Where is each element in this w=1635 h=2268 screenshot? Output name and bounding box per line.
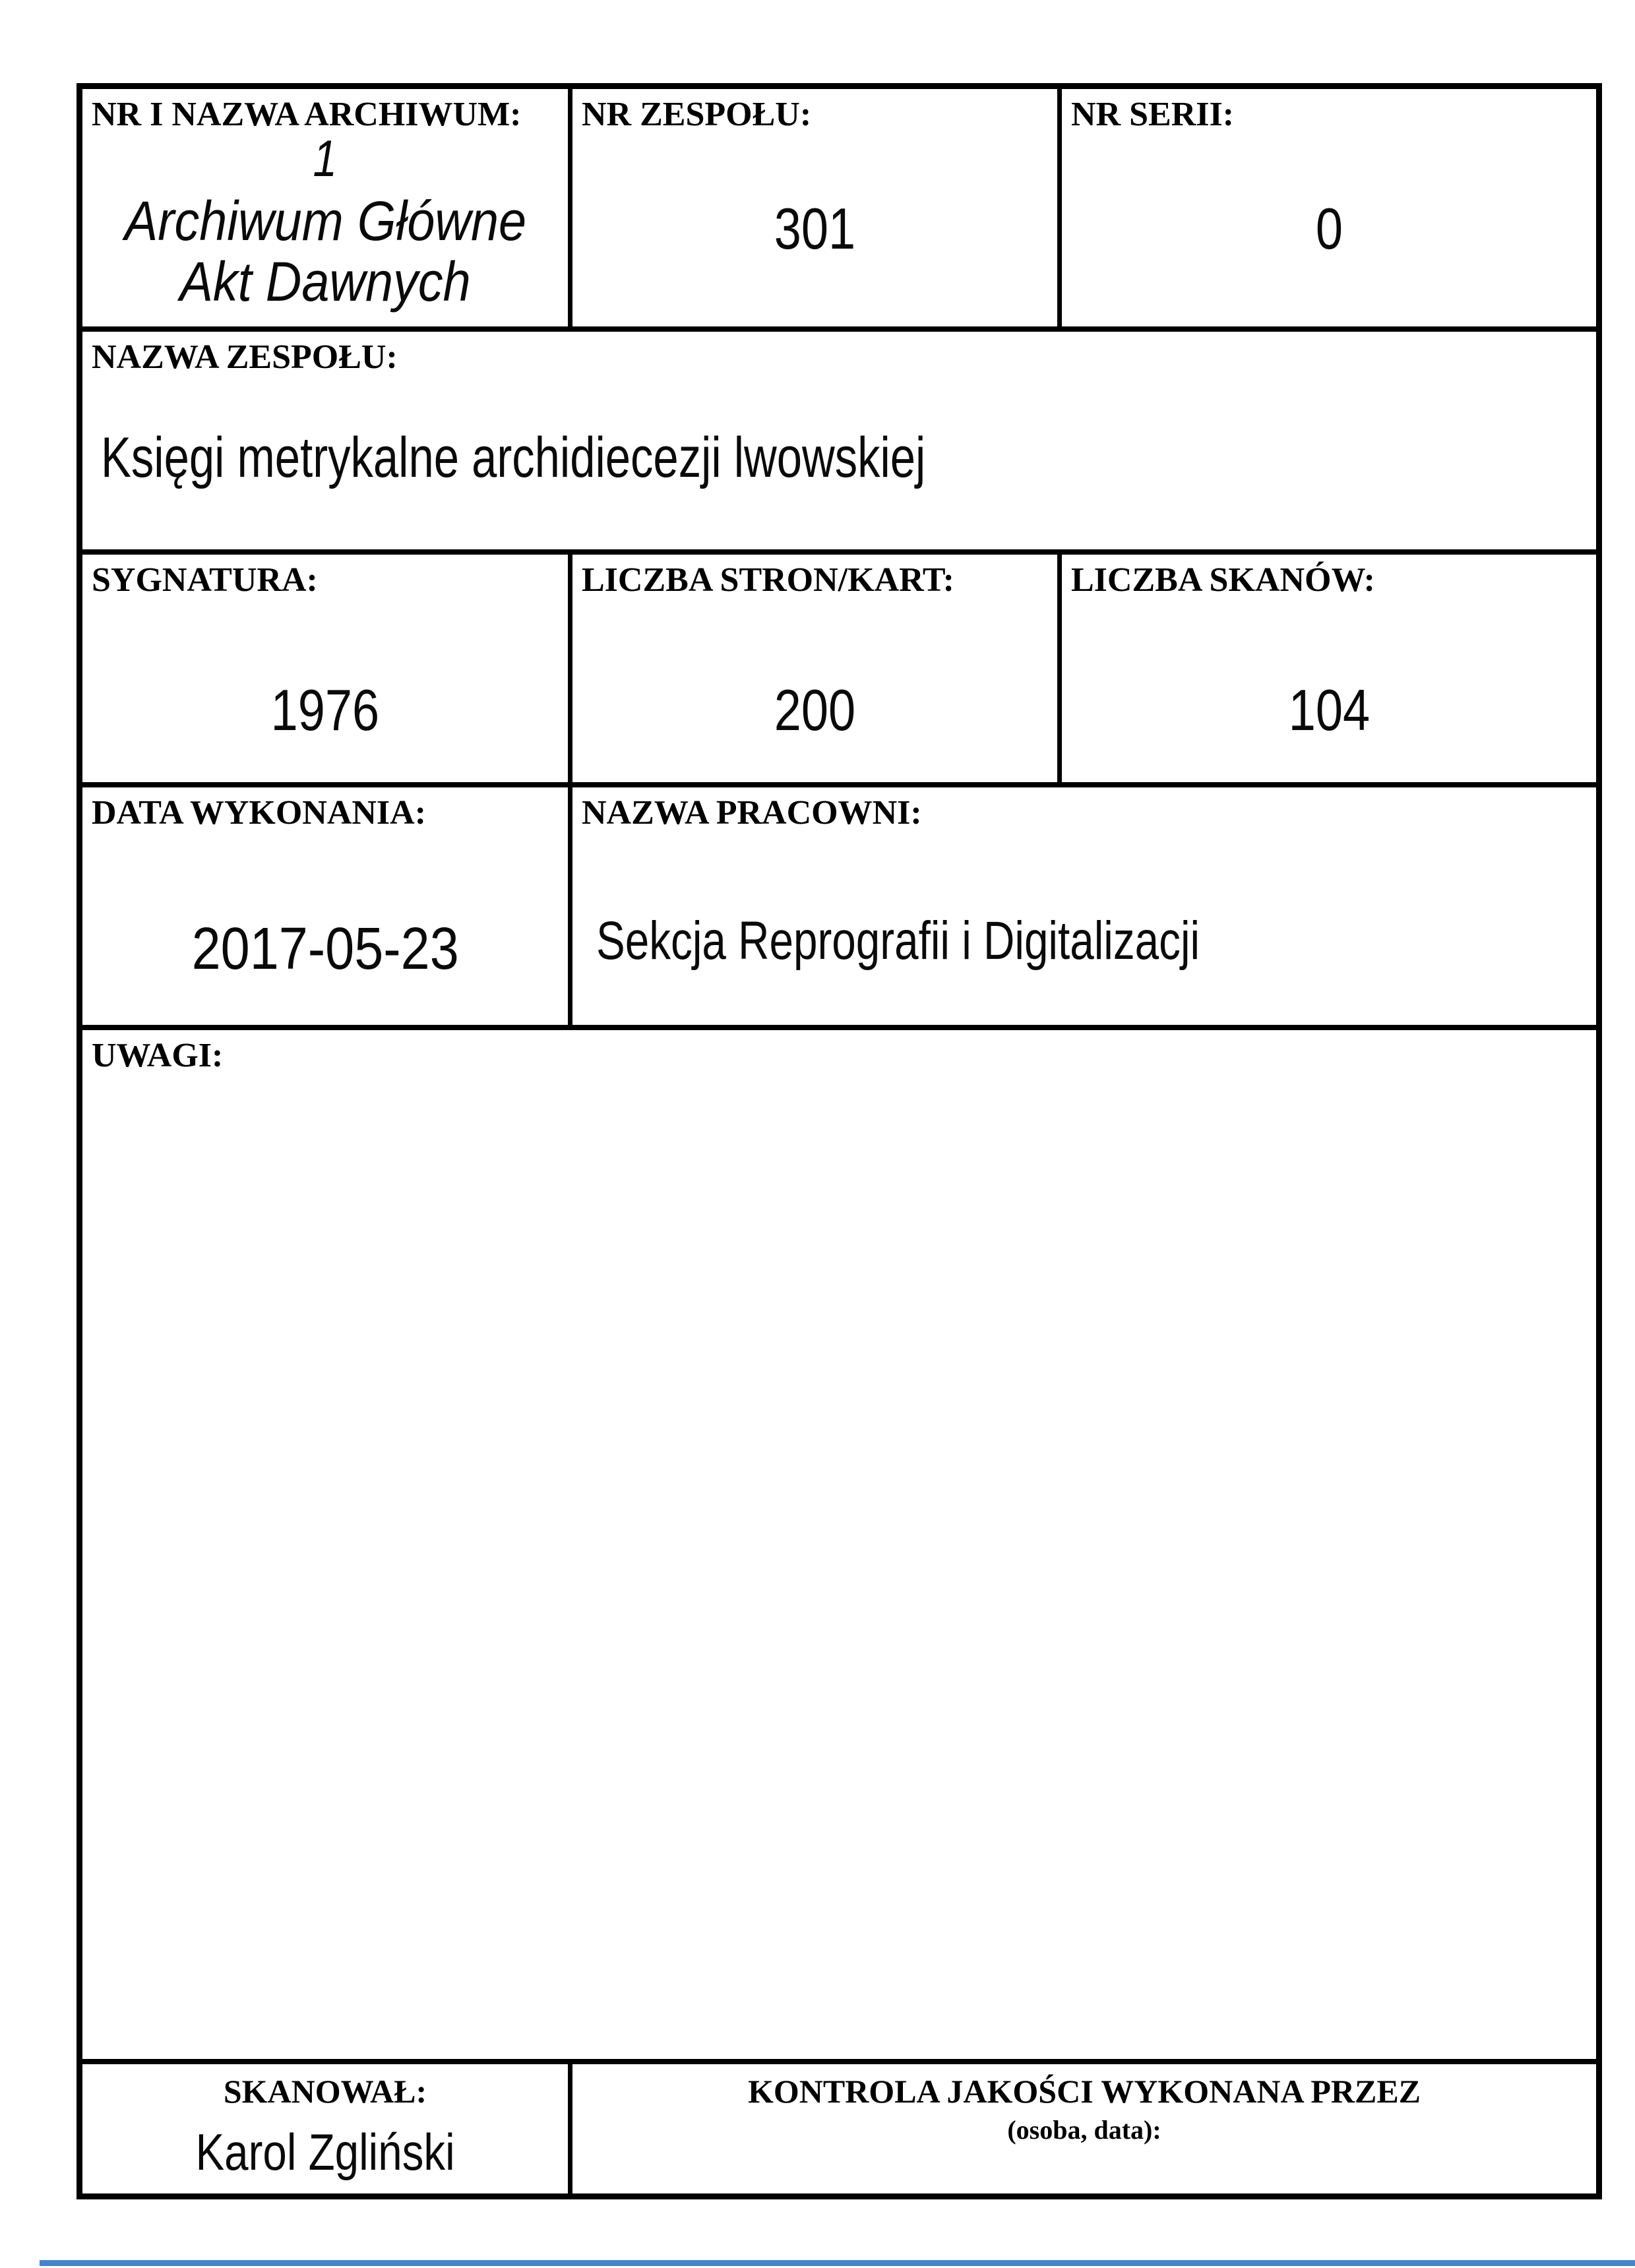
scans-count-value: 104 [1288,677,1370,743]
row-date-workshop [82,787,1596,1030]
cell-fonds-number [572,89,1062,326]
scans-count-label: LICZBA SKANÓW: [1071,561,1375,599]
cell-fonds-name [82,332,1596,549]
cell-pages-count [572,555,1062,782]
fonds-name-label: NAZWA ZESPOŁU: [92,338,398,376]
cell-remarks [82,1030,1596,2059]
row-archive-fonds-series [82,89,1596,332]
row-fonds-name [82,332,1596,555]
cell-scanned-by [82,2064,572,2193]
workshop-value: Sekcja Reprografii i Digitalizacji [596,911,1200,971]
quality-control-sublabel: (osoba, data): [1007,2115,1161,2145]
fonds-name-value: Księgi metrykalne archidiecezji lwowskiej [101,426,926,489]
archive-label: NR I NAZWA ARCHIWUM: [92,96,522,133]
fonds-number-value: 301 [774,196,856,261]
scanned-by-value: Karol Zgliński [195,2123,455,2181]
quality-control-label: KONTROLA JAKOŚCI WYKONANA PRZEZ [747,2073,1421,2110]
scanned-by-label: SKANOWAŁ: [223,2073,427,2110]
signature-label: SYGNATURA: [92,561,318,599]
series-number-label: NR SERII: [1071,96,1235,133]
cell-scans-count [1062,555,1596,782]
scan-date-value: 2017-05-23 [191,916,459,982]
row-scanned-quality [82,2064,1596,2193]
fonds-number-label: NR ZESPOŁU: [582,96,812,133]
workshop-label: NAZWA PRACOWNI: [582,794,922,832]
archive-number: 1 [313,129,338,187]
row-remarks [82,1030,1596,2064]
cell-signature [82,555,572,782]
archive-name-line1: Archiwum Główne [124,190,526,252]
series-number-value: 0 [1315,196,1343,261]
archive-scan-metadata-form [77,83,1602,2199]
cell-series-number [1062,89,1596,326]
row-signature-pages-scans [82,555,1596,787]
cell-archive [82,89,572,326]
remarks-label: UWAGI: [92,1037,224,1074]
cell-workshop [572,787,1596,1025]
archive-name-line2: Akt Dawnych [179,251,471,313]
scanner-edge-line [40,2260,1635,2266]
cell-quality-control [572,2064,1596,2193]
pages-count-label: LICZBA STRON/KART: [582,561,954,599]
signature-value: 1976 [270,677,380,743]
cell-scan-date [82,787,572,1025]
scan-date-label: DATA WYKONANIA: [92,794,427,832]
pages-count-value: 200 [774,677,856,743]
